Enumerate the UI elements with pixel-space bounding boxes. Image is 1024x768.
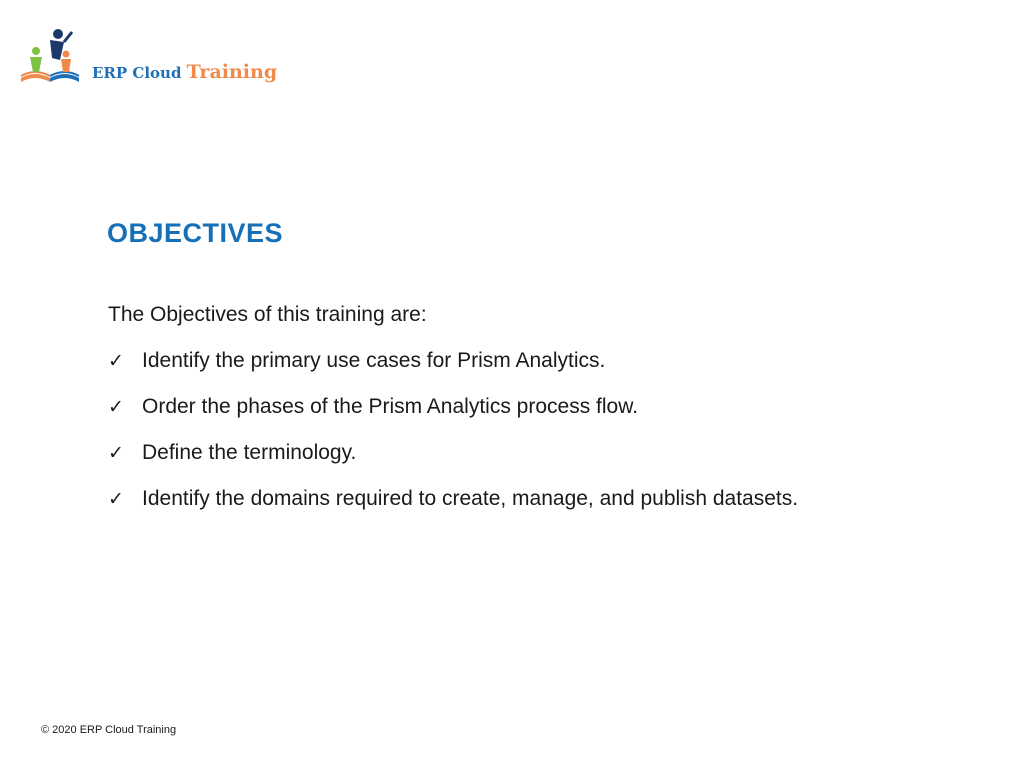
checkmark-icon: ✓ [108, 350, 124, 372]
objective-item [108, 394, 798, 440]
logo-wordmark [92, 61, 277, 83]
logo-wordmark-erp-cloud: ERP Cloud [92, 64, 187, 82]
checkmark-icon: ✓ [108, 442, 124, 464]
objective-item [108, 348, 798, 394]
slide-title: OBJECTIVES [107, 218, 284, 248]
objective-text: Identify the primary use cases for Prism Analytics. [142, 349, 606, 372]
objective-text: Define the terminology. [142, 441, 357, 464]
objective-item [108, 440, 798, 486]
objectives-intro: The Objectives of this training are: [108, 303, 427, 326]
erp-cloud-training-logo [18, 26, 278, 90]
logo-emblem-icon [18, 26, 84, 88]
objective-text: Identify the domains required to create, manage, and publish datasets. [142, 487, 799, 510]
objectives-list [108, 348, 798, 532]
checkmark-icon: ✓ [108, 396, 124, 418]
objective-text: Order the phases of the Prism Analytics process flow. [142, 395, 639, 418]
logo-wordmark-training: Training [186, 61, 278, 83]
objective-item [108, 486, 798, 532]
copyright-footer: © 2020 ERP Cloud Training [41, 724, 177, 736]
checkmark-icon: ✓ [108, 488, 124, 510]
